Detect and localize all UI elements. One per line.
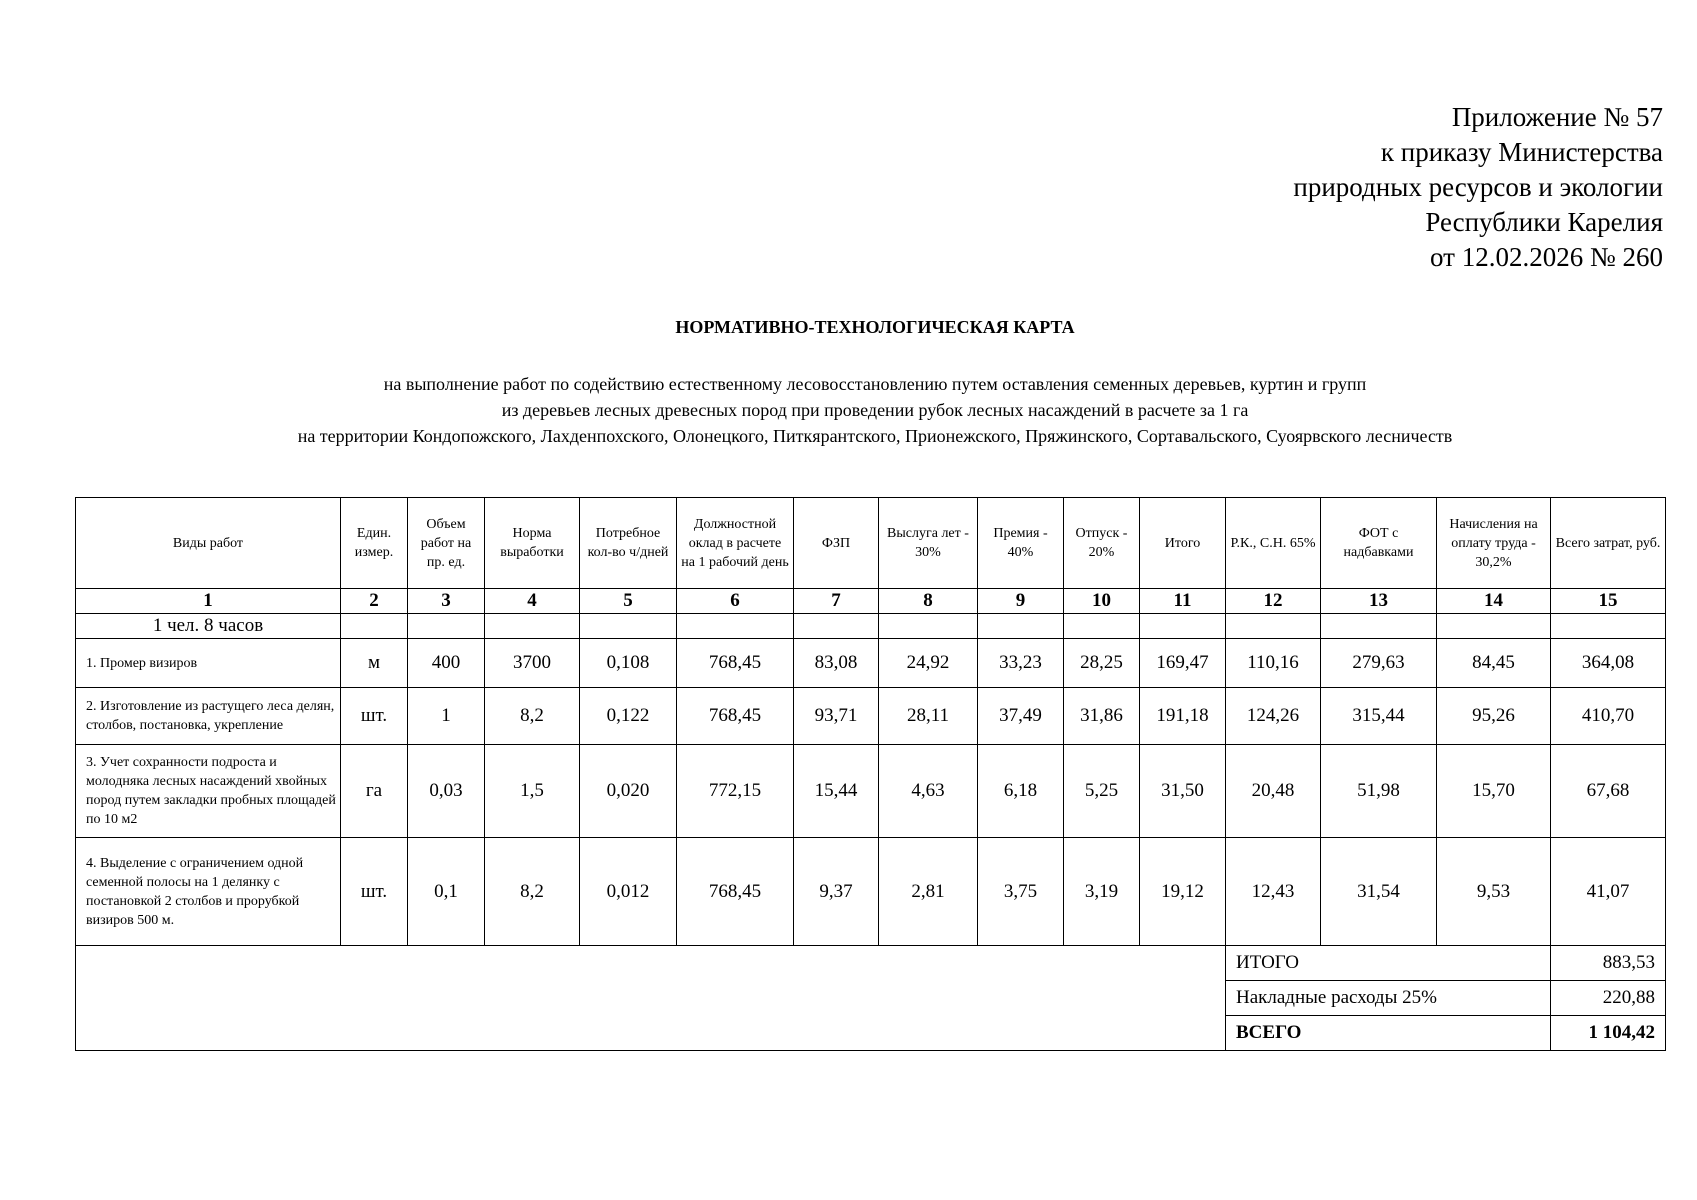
cost-table	[75, 497, 1666, 1051]
table-cell: 279,63	[1321, 639, 1437, 688]
document-title: НОРМАТИВНО-ТЕХНОЛОГИЧЕСКАЯ КАРТА	[675, 317, 1075, 337]
table-cell: 5,25	[1064, 745, 1140, 838]
table-cell: 84,45	[1437, 639, 1551, 688]
table-cell: 12,43	[1226, 838, 1321, 946]
table-cell: 33,23	[978, 639, 1064, 688]
appendix-line: от 12.02.2026 № 260	[1430, 242, 1663, 272]
table-cell: 0,012	[580, 838, 677, 946]
table-cell: 37,49	[978, 688, 1064, 745]
subtitle-line: на выполнение работ по содействию естественному лесовосстановлению путем оставления семенных деревьев, куртин и групп	[383, 374, 1367, 394]
column-number: 15	[1551, 589, 1666, 614]
column-number: 6	[677, 589, 794, 614]
table-cell: 400	[408, 639, 485, 688]
header-cell: Отпуск - 20%	[1064, 498, 1140, 589]
table-cell: 1,5	[485, 745, 580, 838]
appendix-line: Республики Карелия	[1425, 207, 1663, 237]
table-cell: 110,16	[1226, 639, 1321, 688]
table-cell: га	[341, 745, 408, 838]
table-cell: 95,26	[1437, 688, 1551, 745]
summary-row	[76, 946, 1666, 981]
summary-value: 220,88	[1551, 981, 1666, 1016]
column-number: 1	[76, 589, 341, 614]
header-cell: Премия - 40%	[978, 498, 1064, 589]
table-row	[76, 639, 1666, 688]
appendix-line: Приложение № 57	[1451, 102, 1663, 132]
column-number: 10	[1064, 589, 1140, 614]
table-cell: 67,68	[1551, 745, 1666, 838]
work-type-cell: 2. Изготовление из растущего леса делян, столбов, постановка, укрепление	[76, 688, 341, 745]
table-cell: шт.	[341, 838, 408, 946]
header-cell: Един. измер.	[341, 498, 408, 589]
header-cell: Норма выработки	[485, 498, 580, 589]
table-cell: 768,45	[677, 688, 794, 745]
appendix-line: природных ресурсов и экологии	[1293, 172, 1663, 202]
column-number: 2	[341, 589, 408, 614]
table-cell: 315,44	[1321, 688, 1437, 745]
group-label: 1 чел. 8 часов	[76, 614, 341, 639]
table-cell: 9,37	[794, 838, 879, 946]
table-cell: 6,18	[978, 745, 1064, 838]
table-cell: 0,122	[580, 688, 677, 745]
column-number: 8	[879, 589, 978, 614]
table-cell: 31,54	[1321, 838, 1437, 946]
column-number: 12	[1226, 589, 1321, 614]
column-number: 3	[408, 589, 485, 614]
table-cell: 15,70	[1437, 745, 1551, 838]
table-cell: 0,108	[580, 639, 677, 688]
table-cell: 41,07	[1551, 838, 1666, 946]
document-subtitle	[0, 371, 1697, 449]
appendix-line: к приказу Министерства	[1380, 137, 1663, 167]
subtitle-line: на территории Кондопожского, Лахденпохского, Олонецкого, Питкярантского, Прионежского, Пряжинского, Сортавальского, Суоярвского лесничеств	[297, 426, 1453, 446]
table-cell: 28,25	[1064, 639, 1140, 688]
header-cell: Виды работ	[76, 498, 341, 589]
table-cell: 31,86	[1064, 688, 1140, 745]
column-number: 13	[1321, 589, 1437, 614]
table-row	[76, 688, 1666, 745]
subtitle-line: из деревьев лесных древесных пород при проведении рубок лесных насаждений в расчете за 1 га	[501, 400, 1249, 420]
header-cell: Итого	[1140, 498, 1226, 589]
table-cell: 3700	[485, 639, 580, 688]
table-cell: м	[341, 639, 408, 688]
table-cell: 169,47	[1140, 639, 1226, 688]
summary-label: ВСЕГО	[1226, 1016, 1551, 1051]
table-cell: 15,44	[794, 745, 879, 838]
table-cell: 20,48	[1226, 745, 1321, 838]
table-cell: 3,75	[978, 838, 1064, 946]
table-cell: 8,2	[485, 688, 580, 745]
header-cell: Начисления на оплату труда - 30,2%	[1437, 498, 1551, 589]
table-cell: шт.	[341, 688, 408, 745]
header-cell: ФЗП	[794, 498, 879, 589]
table-cell: 4,63	[879, 745, 978, 838]
summary-blank-area	[76, 946, 1226, 1051]
table-cell: 2,81	[879, 838, 978, 946]
header-cell: Должностной оклад в расчете на 1 рабочий день	[677, 498, 794, 589]
table-cell: 768,45	[677, 639, 794, 688]
table-cell: 772,15	[677, 745, 794, 838]
column-number: 9	[978, 589, 1064, 614]
work-type-cell: 3. Учет сохранности подроста и молодняка лесных насаждений хвойных пород путем закладки пробных площадей по 10 м2	[76, 745, 341, 838]
table-cell: 0,03	[408, 745, 485, 838]
column-number-row	[76, 589, 1666, 614]
column-number: 7	[794, 589, 879, 614]
header-cell: Выслуга лет - 30%	[879, 498, 978, 589]
table-cell: 410,70	[1551, 688, 1666, 745]
table-cell: 24,92	[879, 639, 978, 688]
summary-label: Накладные расходы 25%	[1226, 981, 1551, 1016]
table-cell: 0,020	[580, 745, 677, 838]
table-cell: 31,50	[1140, 745, 1226, 838]
summary-label: ИТОГО	[1226, 946, 1551, 981]
table-cell: 3,19	[1064, 838, 1140, 946]
appendix-block	[1063, 100, 1663, 275]
table-cell: 0,1	[408, 838, 485, 946]
table-cell: 51,98	[1321, 745, 1437, 838]
header-cell: Р.К., С.Н. 65%	[1226, 498, 1321, 589]
table-cell: 9,53	[1437, 838, 1551, 946]
table-cell: 83,08	[794, 639, 879, 688]
table-cell: 191,18	[1140, 688, 1226, 745]
table-row	[76, 838, 1666, 946]
work-type-cell: 4. Выделение с ограничением одной семенной полосы на 1 делянку с постановкой 2 столбов и прорубкой визиров 500 м.	[76, 838, 341, 946]
table-cell: 19,12	[1140, 838, 1226, 946]
table-cell: 93,71	[794, 688, 879, 745]
summary-value: 883,53	[1551, 946, 1666, 981]
column-number: 11	[1140, 589, 1226, 614]
header-cell: Всего затрат, руб.	[1551, 498, 1666, 589]
table-cell: 28,11	[879, 688, 978, 745]
summary-value: 1 104,42	[1551, 1016, 1666, 1051]
table-cell: 768,45	[677, 838, 794, 946]
table-row	[76, 745, 1666, 838]
column-number: 4	[485, 589, 580, 614]
table-cell: 124,26	[1226, 688, 1321, 745]
table-cell: 1	[408, 688, 485, 745]
column-number: 5	[580, 589, 677, 614]
table-cell: 8,2	[485, 838, 580, 946]
table-header-row	[76, 498, 1666, 589]
header-cell: Объем работ на пр. ед.	[408, 498, 485, 589]
column-number: 14	[1437, 589, 1551, 614]
group-row	[76, 614, 1666, 639]
work-type-cell: 1. Промер визиров	[76, 639, 341, 688]
table-cell: 364,08	[1551, 639, 1666, 688]
header-cell: ФОТ с надбавками	[1321, 498, 1437, 589]
header-cell: Потребное кол-во ч/дней	[580, 498, 677, 589]
